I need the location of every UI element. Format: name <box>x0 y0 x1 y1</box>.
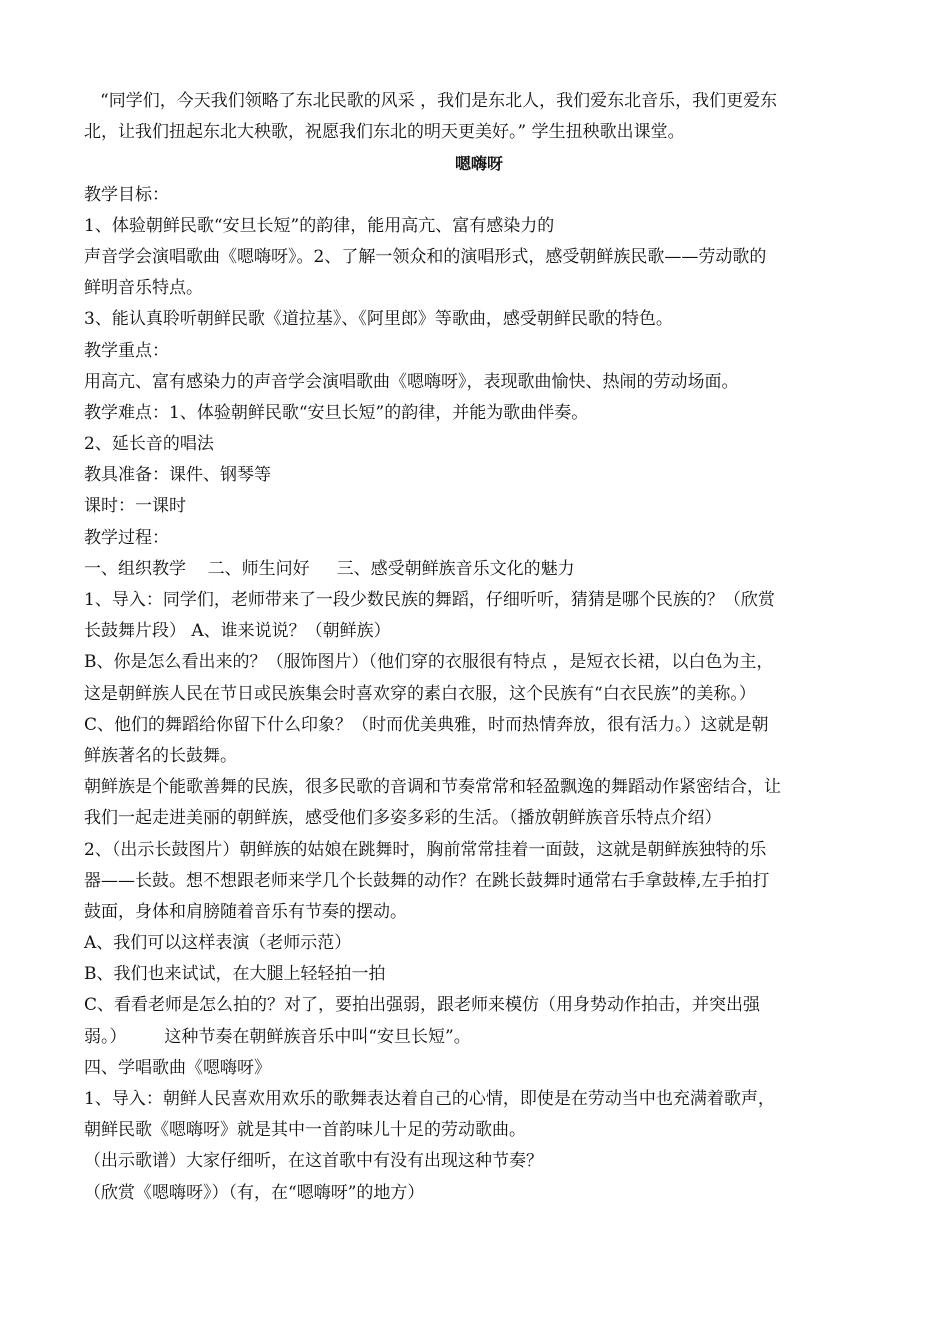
step-a: A、我们可以这样表演（老师示范） <box>84 933 352 954</box>
ethnic-intro-line-2: 我们一起走进美丽的朝鲜族，感受他们多姿多彩的生活。（播放朝鲜族音乐特点介绍） <box>84 808 722 829</box>
difficulties-line-2: 2、延长音的唱法 <box>84 434 214 455</box>
question-b-line-1: B、你是怎么看出来的？（服饰图片）（他们穿的衣服很有特点 ，是短衣长裙，以白色为主， <box>84 652 774 673</box>
closing-quote-line-2: 北，让我们扭起东北大秧歌，祝愿我们东北的明天更美好。” 学生扭秧歌出课堂。 <box>84 122 685 143</box>
drum-line-2: 器——长鼓。想不想跟老师来学几个长鼓舞的动作？在跳长鼓舞时通常右手拿鼓棒,左手拍打 <box>84 870 770 891</box>
song-intro-line-1: 1、导入：朝鲜人民喜欢用欢乐的歌舞表达着自己的心情，即使是在劳动当中也充满着歌声， <box>84 1089 775 1109</box>
drum-line-1: 2、（出示长鼓图片）朝鲜族的姑娘在跳舞时，胸前常常挂着一面鼓，这就是朝鲜族独特的乐 <box>84 839 767 860</box>
process-heading: 教学过程： <box>84 527 169 548</box>
intro-line-2: 长鼓舞片段） A、谁来说说？（朝鲜族） <box>84 621 391 642</box>
step-c-line-2: 弱。） 这种节奏在朝鲜族音乐中叫“安旦长短”。 <box>84 1026 471 1047</box>
objective-1-line-2: 声音学会演唱歌曲《嗯嗨呀》。2、了解一领众和的演唱形式，感受朝鲜族民歌——劳动歌的 <box>84 246 767 267</box>
difficulties-line-1: 教学难点：1、体验朝鲜民歌“安旦长短”的韵律，并能为歌曲伴奏。 <box>84 402 589 423</box>
lesson-title: 嗯嗨呀 <box>454 154 503 174</box>
section-4-heading: 四、学唱歌曲《嗯嗨呀》 <box>84 1057 271 1078</box>
drum-line-3: 鼓面，身体和肩膀随着音乐有节奏的摆动。 <box>84 901 407 922</box>
ethnic-intro-line-1: 朝鲜族是个能歌善舞的民族，很多民歌的音调和节奏常常和轻盈飘逸的舞蹈动作紧密结合，让 <box>84 777 781 798</box>
objectives-heading: 教学目标： <box>84 184 169 205</box>
objective-1-line-3: 鲜明音乐特点。 <box>84 278 203 299</box>
song-intro-line-2: 朝鲜民歌《嗯嗨呀》就是其中一首韵味儿十足的劳动歌曲。 <box>84 1120 526 1141</box>
objective-3: 3、能认真聆听朝鲜民歌《道拉基》、《阿里郎》等歌曲，感受朝鲜民歌的特色。 <box>84 309 673 330</box>
class-hours: 课时：一课时 <box>84 496 186 517</box>
question-c-line-2: 鲜族著名的长鼓舞。 <box>84 745 237 766</box>
objective-1-line-1: 1、体验朝鲜民歌“安旦长短”的韵律，能用高亢、富有感染力的 <box>84 215 555 236</box>
listening-note: （欣赏《嗯嗨呀》）（有，在“嗯嗨呀”的地方） <box>84 1182 425 1203</box>
closing-quote-line-1: “同学们，今天我们领略了东北民歌的风采 ，我们是东北人，我们爱东北音乐，我们更爱东 <box>100 91 778 111</box>
question-c-line-1: C、他们的舞蹈给你留下什么印象？（时而优美典雅，时而热情奔放，很有活力。）这就是朝 <box>84 714 769 735</box>
question-b-line-2: 这是朝鲜族人民在节日或民族集会时喜欢穿的素白衣服，这个民族有“白衣民族”的美称。） <box>84 683 756 704</box>
score-question: （出示歌谱）大家仔细听，在这首歌中有没有出现这种节奏？ <box>84 1151 543 1172</box>
step-b: B、我们也来试试，在大腿上轻轻拍一拍 <box>84 964 386 985</box>
key-points-text: 用高亢、富有感染力的声音学会演唱歌曲《嗯嗨呀》，表现歌曲愉快、热闹的劳动场面。 <box>84 371 739 392</box>
document-body <box>84 86 874 1209</box>
key-points-heading: 教学重点： <box>84 340 169 361</box>
intro-line-1: 1、导入：同学们，老师带来了一段少数民族的舞蹈，仔细听听，猜猜是哪个民族的？（欣赏 <box>84 590 775 610</box>
teaching-aids: 教具准备：课件、钢琴等 <box>84 465 271 486</box>
step-c-line-1: C、看看老师是怎么拍的？对了，要拍出强弱，跟老师来模仿（用身势动作拍击，并突出强 <box>84 995 761 1016</box>
process-steps-1-3: 一、组织教学 二、师生问好 三、感受朝鲜族音乐文化的魅力 <box>84 558 575 579</box>
